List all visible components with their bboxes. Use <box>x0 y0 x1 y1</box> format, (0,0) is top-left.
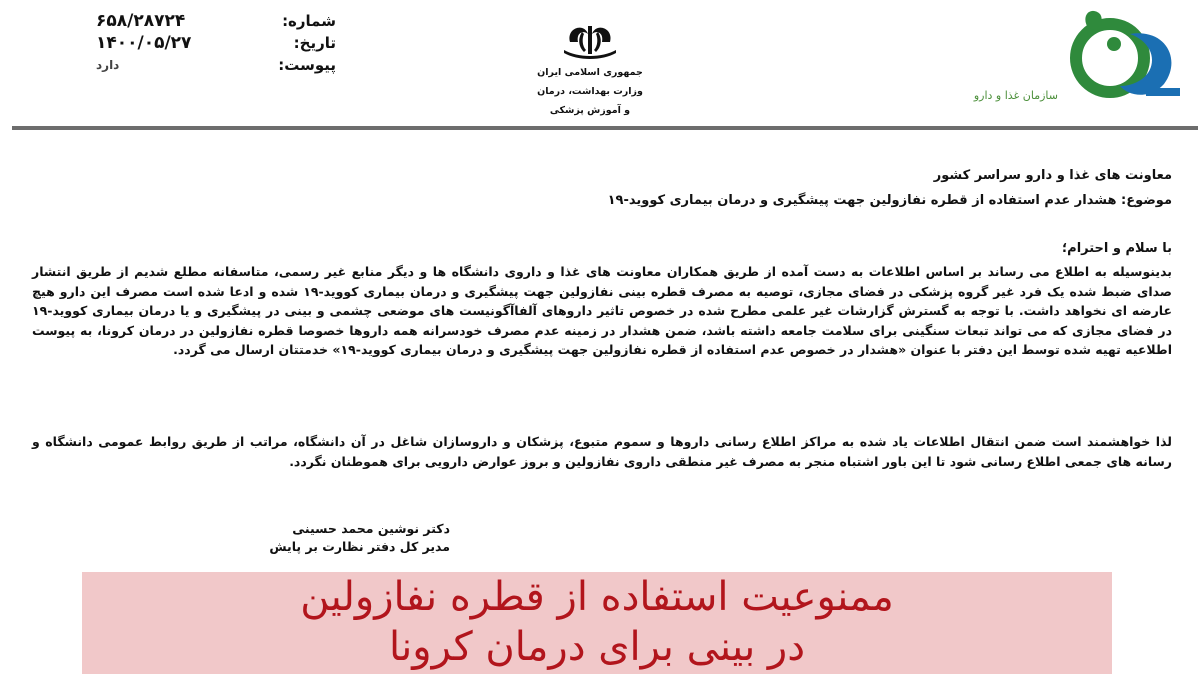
letter-paragraph-2: لذا خواهشمند است ضمن انتقال اطلاعات یاد شده به مراکز اطلاع رسانی داروها و سموم متبوع، پزشکان و داروسازان شاغل در آن دانشگاه، مراتب از طریق روابط عمومی دانشگاه و رسانه های جمعی اطلاع رسانی شود تا این باور اشتباه منجر به مصرف غیر منطقی داروی نفازولین و بروز عوارض دارویی برای هموطنان نگردد. <box>32 434 1172 469</box>
date-label: تاریخ: <box>293 34 336 52</box>
header-divider <box>12 126 1198 130</box>
letter-paragraph-1: بدینوسیله به اطلاع می رساند بر اساس اطلاعات به دست آمده از طریق همکاران معاونت های غذا و داروی دانشگاه ها و دیگر منابع غیر رسمی، متاسفانه مطلع شدیم از طریق انتشار صدای ضبط شده یک فرد غیر گروه پزشکی در فضای مجازی، توصیه به مصرف قطره بینی نفازولین جهت پیشگیری و درمان بیماری کووید-۱۹ شده و ادعا شده است مصرف این دارو هیچ عارضه ای نخواهد داشت. با توجه به گسترش گزارشات غیر علمی مطرح شده در خصوص تاثیر داروهای آلفاآگونیست های موضعی چشمی و بینی در پیشگیری و یا درمان بیماری کووید-۱۹ در فضای مجازی که می تواند تبعات سنگینی برای سلامت جامعه داشته باشد، ضمن هشدار در زمینه عدم مصرف خودسرانه همه داروها خصوصا قطره نفازولین در درمان کرونا، به پیوست اطلاعیه تهیه شده توسط این دفتر با عنوان «هشدار در خصوص عدم استفاده از قطره نفازولین جهت پیشگیری و درمان بیماری کووید-۱۹» خدمتتان ارسال می گردد. <box>32 264 1172 357</box>
letter-greeting: با سلام و احترام؛ <box>1061 241 1172 256</box>
signature-title: مدیر کل دفتر نظارت بر پایش <box>269 539 450 554</box>
attachment-label: پیوست: <box>278 56 336 74</box>
fda-logo-text: سازمان غذا و دارو <box>973 89 1058 102</box>
letter-meta <box>96 10 336 76</box>
attachment-value: دارد <box>96 58 120 72</box>
banner-line-2: در بینی برای درمان کرونا <box>388 624 806 670</box>
letter-addressee: معاونت های غذا و دارو سراسر کشور <box>933 168 1172 183</box>
banner-line-1: ممنوعیت استفاده از قطره نفازولین <box>300 574 894 620</box>
number-value: ۶۵۸/۲۸۷۲۴ <box>96 11 186 31</box>
meta-number-row <box>96 10 336 32</box>
date-value: ۱۴۰۰/۰۵/۲۷ <box>96 33 192 53</box>
number-label: شماره: <box>282 12 336 30</box>
letterhead <box>0 0 1200 128</box>
emblem-line-2: وزارت بهداشت، درمان <box>537 86 643 97</box>
letter-subject: موضوع: هشدار عدم استفاده از قطره نفازولین جهت پیشگیری و درمان بیماری کووید-۱۹ <box>607 193 1172 208</box>
meta-attachment-row <box>96 54 336 76</box>
emblem-line-3: و آموزش پزشکی <box>549 105 631 116</box>
signature-block <box>250 520 450 556</box>
signature-name: دکتر نوشین محمد حسینی <box>292 521 450 536</box>
headline-banner <box>82 572 1112 674</box>
iran-emblem-icon <box>548 20 632 60</box>
fda-logo <box>960 4 1190 114</box>
meta-date-row <box>96 32 336 54</box>
government-emblem <box>520 20 660 115</box>
emblem-line-1: جمهوری اسلامی ایران <box>537 67 643 78</box>
